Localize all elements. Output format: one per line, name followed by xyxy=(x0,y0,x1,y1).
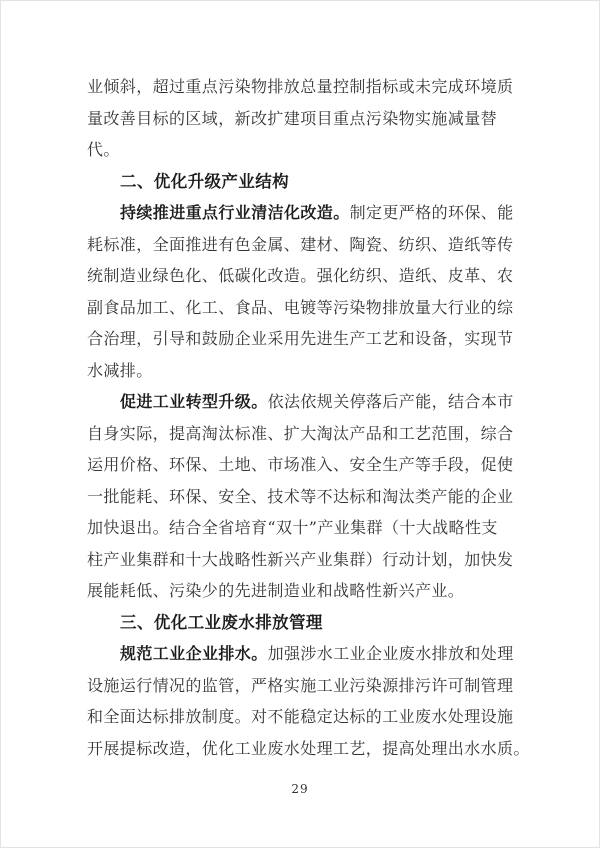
paragraph-lead: 促进工业转型升级。 xyxy=(120,392,268,411)
paragraph-line: 水减排。 xyxy=(87,360,153,380)
paragraph-line: 自身实际，提高淘汰标准、扩大淘汰产品和工艺范围，综合 xyxy=(87,423,514,443)
paragraph-line: 展能耗低、污染少的先进制造业和战略性新兴产业。 xyxy=(87,581,465,600)
document-text-block xyxy=(87,71,530,764)
line-text: 依法依规关停落后产能，结合本市 xyxy=(267,392,514,411)
section-heading: 二、优化升级产业结构 xyxy=(120,171,289,191)
paragraph-line: 副食品加工、化工、食品、电镀等污染物排放量大行业的综 xyxy=(87,297,514,317)
line-text: 制定更严格的环保、能 xyxy=(349,203,514,222)
paragraph-line: 柱产业集群和十大战略性新兴产业集群）行动计划，加快发 xyxy=(87,549,514,569)
page-number: 29 xyxy=(291,782,309,796)
paragraph-line xyxy=(87,386,523,418)
paragraph-line: 业倾斜，超过重点污染物排放总量控制指标或未完成环境质 xyxy=(87,77,514,96)
line-text: 加强涉水工业企业废水排放和处理 xyxy=(267,644,514,663)
paragraph-lead: 规范工业企业排水。 xyxy=(120,644,268,663)
paragraph-lead: 持续推进重点行业清洁化改造。 xyxy=(120,203,350,222)
paragraph-line: 耗标准，全面推进有色金属、建材、陶瓷、纺织、造纸等传 xyxy=(87,234,514,254)
paragraph-line: 和全面达标排放制度。对不能稳定达标的工业废水处理设施 xyxy=(87,707,514,726)
section-heading: 三、优化工业废水排放管理 xyxy=(120,612,323,632)
paragraph-line: 开展提标改造，优化工业废水处理工艺，提高处理出水水质。 xyxy=(87,738,530,758)
paragraph-line: 加快退出。结合全省培育“双十”产业集群（十大战略性支 xyxy=(87,518,498,537)
paragraph-line: 合治理，引导和鼓励企业采用先进生产工艺和设备，实现节 xyxy=(87,329,514,348)
paragraph-line: 设施运行情况的监管，严格实施工业污染源排污许可制管理 xyxy=(87,675,514,695)
paragraph-line: 运用价格、环保、土地、市场准入、安全生产等手段，促使 xyxy=(87,455,514,474)
paragraph-line: 量改善目标的区域，新改扩建项目重点污染物实施减量替 xyxy=(87,108,498,128)
paragraph-line: 一批能耗、环保、安全、技术等不达标和淘汰类产能的企业 xyxy=(87,486,514,506)
paragraph-line: 代。 xyxy=(87,140,120,159)
paragraph-line: 统制造业绿色化、低碳化改造。强化纺织、造纸、皮革、农 xyxy=(87,266,514,285)
paragraph-line xyxy=(87,197,523,229)
paragraph-line xyxy=(87,638,523,670)
